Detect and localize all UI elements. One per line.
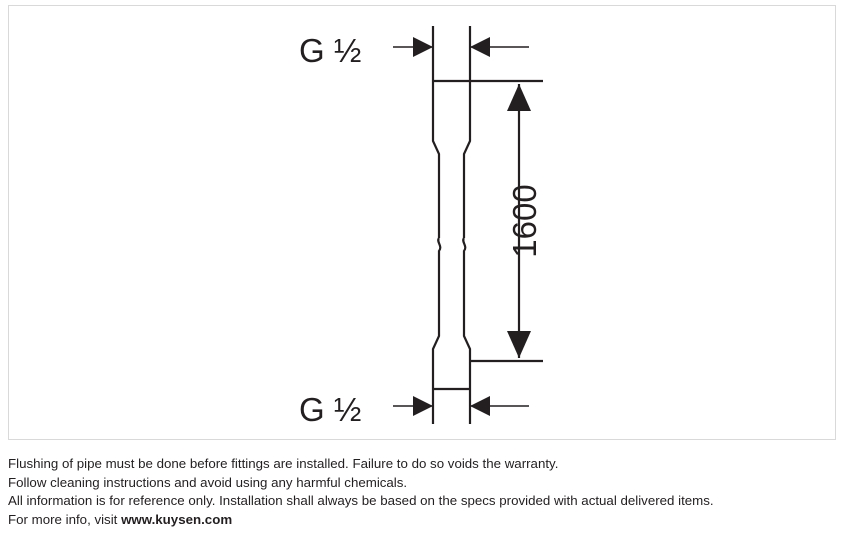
bottom-arrow-left-icon xyxy=(413,396,433,416)
footer-more-info xyxy=(8,511,838,530)
shower-hose-drawing xyxy=(9,6,835,439)
top-thread-label: G ½ xyxy=(299,32,362,69)
footer-notes xyxy=(8,455,838,529)
top-arrow-right-icon xyxy=(470,37,490,57)
hose-break-left xyxy=(438,238,440,258)
length-arrow-bottom-icon xyxy=(507,331,531,358)
drawing-panel xyxy=(8,5,836,440)
bottom-thread-label: G ½ xyxy=(299,391,362,428)
hose-left-outline-bottom xyxy=(433,258,439,389)
length-dimension-label: 1600 xyxy=(506,184,543,258)
footer-note-3: All information is for reference only. Installation shall always be based on the specs provided with actual delivered items. xyxy=(8,493,714,508)
hose-right-outline-bottom xyxy=(464,258,470,389)
top-arrow-left-icon xyxy=(413,37,433,57)
hose-right-outline-top xyxy=(464,81,470,238)
more-info-prefix: For more info, visit xyxy=(8,511,122,527)
bottom-arrow-right-icon xyxy=(470,396,490,416)
hose-left-outline-top xyxy=(433,81,439,238)
hose-break-right xyxy=(463,238,465,258)
website-link[interactable]: www.kuysen.com xyxy=(121,511,233,527)
length-arrow-top-icon xyxy=(507,84,531,111)
footer-note-1: Flushing of pipe must be done before fittings are installed. Failure to do so voids the warranty. xyxy=(8,456,559,471)
footer-note-2: Follow cleaning instructions and avoid using any harmful chemicals. xyxy=(8,474,408,490)
hose-body xyxy=(433,81,470,389)
